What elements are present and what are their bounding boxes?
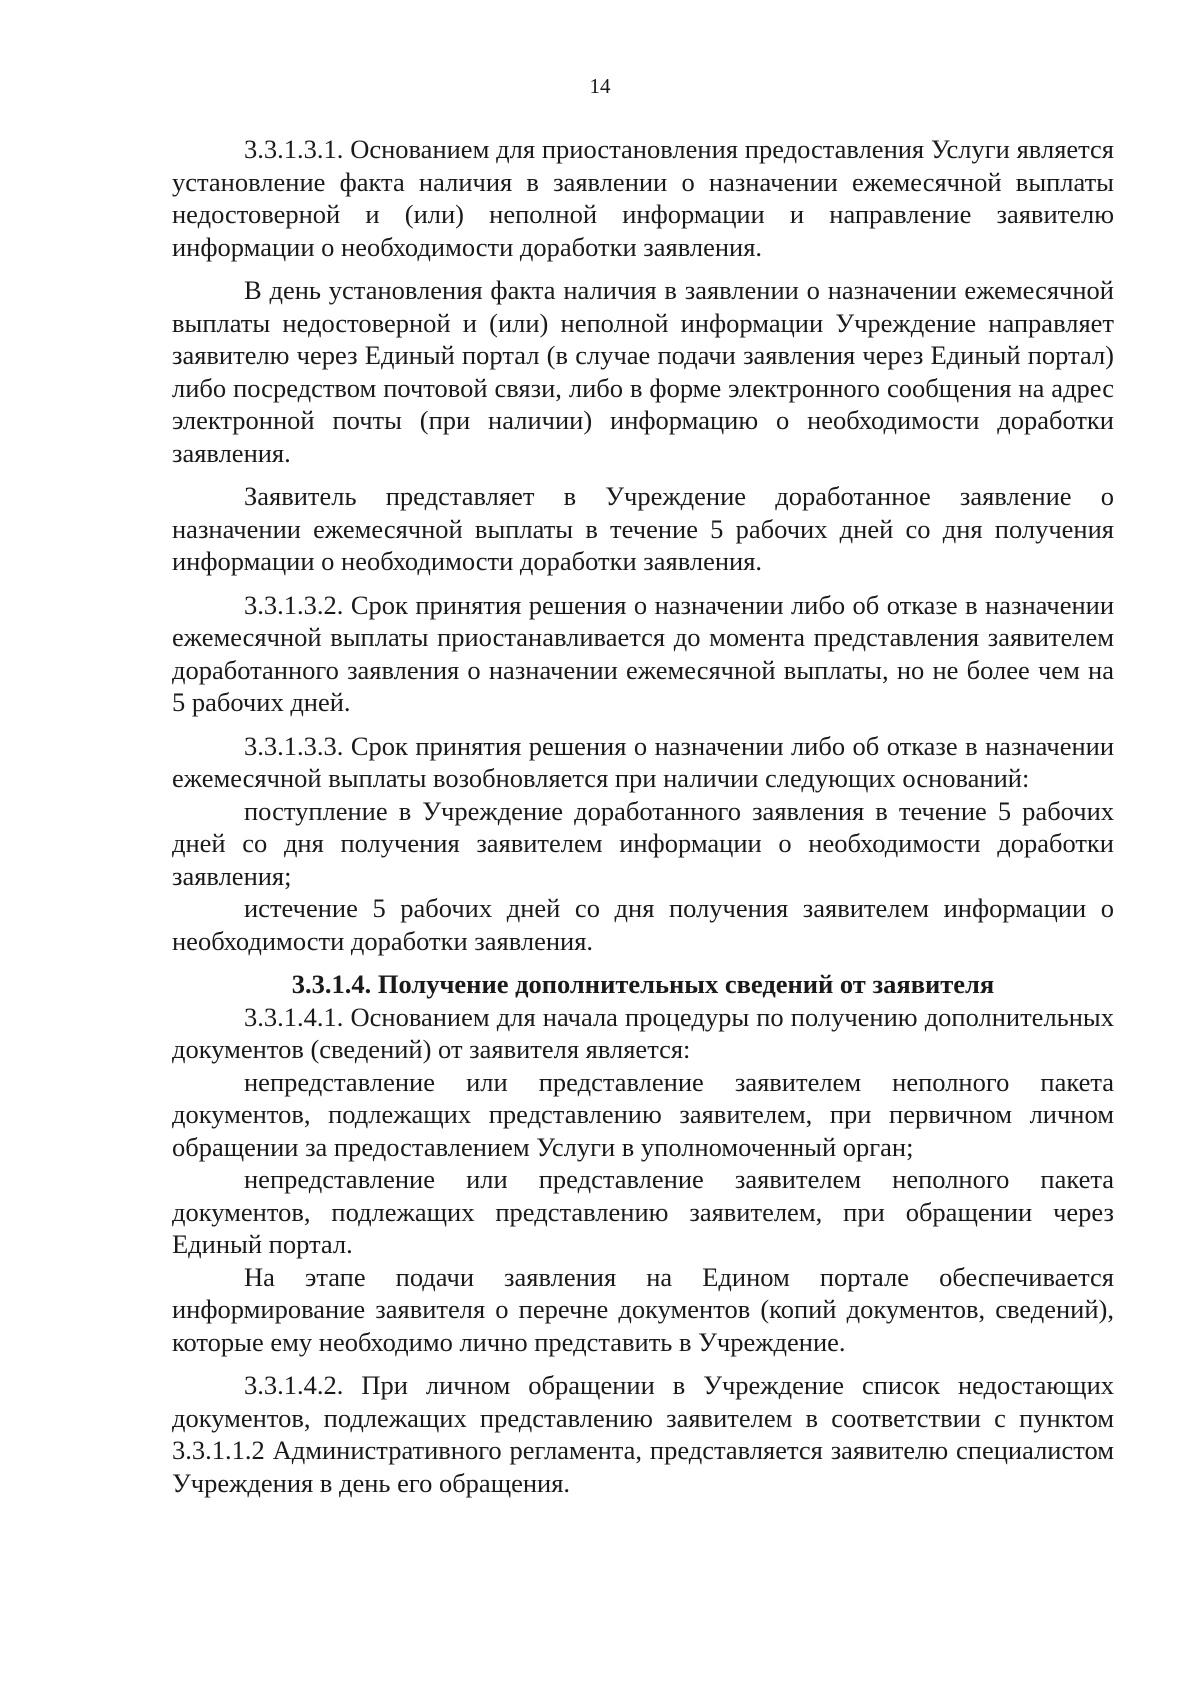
paragraph-3-3-1-3-3: 3.3.1.3.3. Срок принятия решения о назначении либо об отказе в назначении ежемесячной выплаты возобновляется при наличии следующих оснований: [172, 730, 1114, 793]
page-number: 14 [589, 74, 611, 98]
paragraph-3-3-1-3-1: 3.3.1.3.1. Основанием для приостановления предоставления Услуги является установление факта наличия в заявлении о назначении ежемесячной выплаты недостоверной и (или) неполной информации и направление заявителю информации о необходимости доработки заявления. [172, 134, 1114, 262]
list-item-portal-submission: непредставление или представление заявителем неполного пакета документов, подлежащих представлению заявителем, при обращении через Единый портал. [172, 1164, 1114, 1259]
paragraph-portal-informing: На этапе подачи заявления на Едином портале обеспечивается информирование заявителя о перечне документов (копий документов, сведений), которые ему необходимо лично представить в Учреждение. [172, 1261, 1114, 1357]
list-item-deadline-expiry: истечение 5 рабочих дней со дня получения заявителем информации о необходимости доработки заявления. [172, 893, 1114, 956]
section-heading: 3.3.1.4. Получение дополнительных сведений от заявителя [291, 969, 995, 999]
paragraph-applicant-resubmits: Заявитель представляет в Учреждение доработанное заявление о назначении ежемесячной выплаты в течение 5 рабочих дней со дня получения информации о необходимости доработки заявления. [172, 481, 1114, 576]
paragraph-3-3-1-3-2: 3.3.1.3.2. Срок принятия решения о назначении либо об отказе в назначении ежемесячной выплаты приостанавливается до момента представления заявителем доработанного заявления о назначении ежемесячной выплаты, но не более чем на 5 рабочих дней. [172, 589, 1114, 717]
paragraph-suspension-notice: В день установления факта наличия в заявлении о назначении ежемесячной выплаты недостоверной и (или) неполной информации Учреждение направляет заявителю через Единый портал (в случае подачи заявления через Единый портал) либо посредством почтовой связи, либо в форме электронного сообщения на адрес электронной почты (при наличии) информацию о необходимости доработки заявления. [172, 275, 1114, 468]
list-item-resubmission: поступление в Учреждение доработанного заявления в течение 5 рабочих дней со дня получения заявителем информации о необходимости доработки заявления; [172, 795, 1114, 891]
list-item-personal-visit: непредставление или представление заявителем неполного пакета документов, подлежащих представлению заявителем, при первичном личном обращении за предоставлением Услуги в уполномоченный орган; [172, 1066, 1114, 1162]
document-body [172, 133, 1114, 1499]
paragraph-3-3-1-4-1: 3.3.1.4.1. Основанием для начала процедуры по получению дополнительных документов (сведений) от заявителя является: [172, 1001, 1114, 1064]
paragraph-3-3-1-4-2: 3.3.1.4.2. При личном обращении в Учреждение список недостающих документов, подлежащих представлению заявителем в соответствии с пунктом 3.3.1.1.2 Административного регламента, представляется заявителю специалистом Учреждения в день его обращения. [172, 1370, 1114, 1498]
